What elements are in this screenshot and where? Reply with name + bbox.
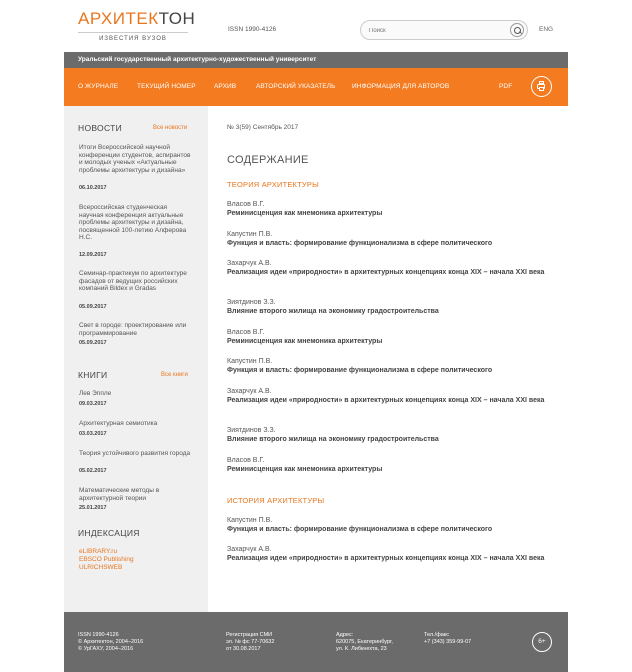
indexing-heading: ИНДЕКСАЦИЯ (78, 528, 140, 538)
logo-subtitle: ИЗВЕСТИЯ ВУЗОВ (78, 32, 188, 42)
footer-registration-label: Регистрация СМИ (226, 632, 273, 638)
article-title[interactable]: Реализация идеи «природности» в архитектурных концепциях конца XIX – начала XXI века (227, 397, 545, 404)
book-item[interactable]: Математические методы в архитектурной теории (79, 487, 160, 502)
book-item[interactable]: Лев Эппле (79, 390, 112, 397)
article-author: Власов В.Г. (227, 329, 265, 336)
nav-archive[interactable]: АРХИВ (214, 83, 237, 90)
book-item[interactable]: Архитектурная семиотика (79, 420, 158, 427)
header-issn: ISSN 1990-4126 (228, 26, 277, 33)
page (64, 0, 568, 672)
article[interactable] (227, 230, 557, 248)
article[interactable] (227, 456, 557, 474)
footer-copyright-journal: © Архитектон, 2004–2016 (78, 639, 144, 645)
age-rating-badge: 6+ (532, 632, 552, 652)
news-item[interactable]: Всероссийская студенческая научная конференция актуальные проблемы архитектуры и дизайна, посвященной 100-летию Алферова Н.С. (79, 204, 187, 241)
footer (64, 612, 568, 672)
index-link-ebsco[interactable]: EBSCO Publishing (79, 556, 134, 563)
article-author: Захарчук А.В. (227, 260, 272, 267)
issue-label: № 3(59) Сентябрь 2017 (227, 124, 299, 131)
book-date: 03.03.2017 (79, 431, 107, 437)
article-title[interactable]: Функция и власть: формирование функционализма в сфере политического (227, 240, 493, 247)
footer-address-city: 620075, Екатеринбург, (336, 639, 393, 645)
news-date: 05.09.2017 (79, 304, 107, 310)
footer-copyright-university: © УрГАХУ, 2004–2016 (78, 646, 134, 652)
index-link-elibrary[interactable]: eLIBRARY.ru (79, 548, 118, 555)
article-author: Зиятдинов З.З. (227, 427, 276, 434)
contents-title: СОДЕРЖАНИЕ (227, 154, 309, 166)
header (64, 0, 568, 52)
article-title[interactable]: Реминисценция как мнемоника архитектуры (227, 338, 383, 345)
article[interactable] (227, 298, 557, 316)
article[interactable] (227, 259, 557, 277)
language-switch-eng[interactable]: ENG (539, 26, 554, 33)
article[interactable] (227, 545, 557, 563)
news-item[interactable]: Итоги Всероссийской научной конференции студентов, аспирантов и молодых ученых «Актуальные проблемы архитектуры и дизайна» (79, 144, 191, 174)
news-date: 12.09.2017 (79, 252, 107, 258)
article-title[interactable]: Влияние второго жилища на экономику градостроительства (227, 308, 439, 315)
news-date: 05.09.2017 (79, 340, 107, 346)
article[interactable] (227, 328, 557, 346)
sidebar (64, 106, 208, 612)
news-item[interactable]: Свет в городе: проектирование или программирование (79, 322, 187, 337)
article[interactable] (227, 200, 557, 218)
search-icon[interactable] (510, 23, 524, 37)
news-heading: НОВОСТИ (78, 123, 123, 133)
article-title[interactable]: Реминисценция как мнемоника архитектуры (227, 210, 383, 217)
footer-address-label: Адрес: (336, 632, 354, 638)
university-bar: Уральский государственный архитектурно-художественный университет (64, 52, 568, 68)
article-author: Власов В.Г. (227, 201, 265, 208)
all-news-link[interactable]: Все новости (153, 125, 188, 131)
index-link-ulrichsweb[interactable]: ULRICHSWEB (79, 564, 123, 571)
main-content (208, 106, 568, 612)
news-item[interactable]: Семинар-практикум по архитектуре фасадов от ведущих российских компаний Bildex и Gradas (79, 270, 187, 292)
article-title[interactable]: Реализация идеи «природности» в архитектурных концепциях конца XIX – начала XXI века (227, 269, 545, 276)
footer-registration-number: эл. № фс 77-70632 (226, 639, 275, 645)
article-author: Зиятдинов З.З. (227, 299, 276, 306)
nav-pdf[interactable]: PDF (499, 83, 513, 90)
book-date: 09.03.2017 (79, 401, 107, 407)
article-title[interactable]: Реминисценция как мнемоника архитектуры (227, 466, 383, 473)
book-item[interactable]: Теория устойчивого развития города (79, 450, 191, 457)
books-heading: КНИГИ (78, 370, 108, 380)
article-author: Захарчук А.В. (227, 546, 272, 553)
footer-phone-number[interactable]: +7 (343) 359-99-07 (424, 639, 472, 645)
article-title[interactable]: Функция и власть: формирование функционализма в сфере политического (227, 526, 493, 533)
footer-col-phone (424, 632, 471, 646)
article-author: Капустин П.В. (227, 517, 273, 524)
article-author: Капустин П.В. (227, 231, 273, 238)
footer-issn: ISSN 1990-4126 (78, 632, 119, 638)
logo-title: АРХИТЕКТОН (78, 9, 196, 28)
footer-col-address (336, 632, 393, 653)
article-author: Капустин П.В. (227, 358, 273, 365)
article-author: Власов В.Г. (227, 457, 265, 464)
search-input[interactable] (369, 25, 499, 36)
section-title-history[interactable]: ИСТОРИЯ АРХИТЕКТУРЫ (227, 496, 325, 505)
footer-col-copyright (78, 632, 143, 653)
all-books-link[interactable]: Все книги (161, 372, 188, 378)
book-date: 05.02.2017 (79, 468, 107, 474)
footer-col-registration (226, 632, 274, 653)
printer-icon[interactable] (531, 76, 552, 97)
book-date: 25.01.2017 (79, 505, 107, 511)
nav-about[interactable]: О ЖУРНАЛЕ (78, 83, 119, 90)
article[interactable] (227, 426, 557, 444)
footer-address-street: ул. К. Либкнехта, 23 (336, 646, 387, 652)
article-title[interactable]: Функция и власть: формирование функционализма в сфере политического (227, 367, 493, 374)
footer-phone-label: Тел./факс (424, 632, 449, 638)
nav-current-issue[interactable]: ТЕКУЩИЙ НОМЕР (137, 83, 196, 90)
search-box (360, 20, 528, 40)
article-title[interactable]: Влияние второго жилища на экономику градостроительства (227, 436, 439, 443)
nav-author-index[interactable]: АВТОРСКИЙ УКАЗАТЕЛЬ (256, 83, 336, 90)
article[interactable] (227, 516, 557, 534)
article-title[interactable]: Реализация идеи «природности» в архитектурных концепциях конца XIX – начала XXI века (227, 555, 545, 562)
section-title-theory[interactable]: ТЕОРИЯ АРХИТЕКТУРЫ (227, 180, 319, 189)
article[interactable] (227, 387, 557, 405)
article-author: Захарчук А.В. (227, 388, 272, 395)
main-nav (64, 68, 568, 106)
nav-for-authors[interactable]: ИНФОРМАЦИЯ ДЛЯ АВТОРОВ (352, 83, 450, 90)
logo[interactable] (78, 10, 208, 44)
footer-registration-date: от 30.08.2017 (226, 646, 261, 652)
news-date: 06.10.2017 (79, 185, 107, 191)
article[interactable] (227, 357, 557, 375)
